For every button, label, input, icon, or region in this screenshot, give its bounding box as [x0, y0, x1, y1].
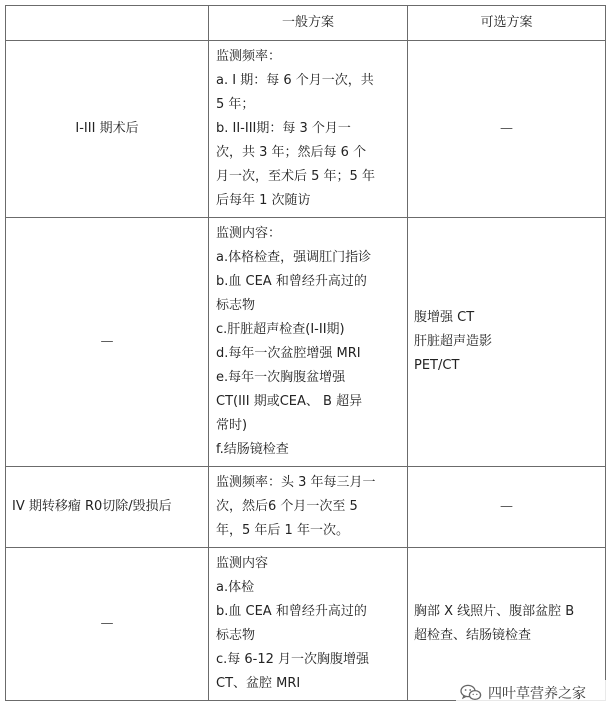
optional-line: 肝脏超声造影: [414, 334, 493, 349]
table-row: [6, 548, 606, 701]
table-header-row: [6, 6, 606, 41]
general-plan-cell: [209, 218, 408, 467]
table-row: [6, 467, 606, 548]
watermark-text: 四叶草营养之家: [488, 686, 586, 702]
plan-line: 标志物: [216, 628, 256, 643]
plan-line: 次，然后6 个月一次至 5: [216, 499, 358, 514]
plan-line: 监测频率：: [216, 49, 282, 64]
plan-line: d.每年一次盆腔增强 MRI: [216, 346, 361, 361]
stage-cell: [6, 218, 209, 467]
plan-line: 年，5 年后 1 年一次。: [216, 523, 349, 538]
stage-cell: [6, 548, 209, 701]
plan-line: c.每 6-12 月一次胸腹增强: [216, 652, 370, 667]
wechat-icon: [460, 684, 482, 702]
watermark: [456, 680, 610, 706]
optional-plan-cell: [408, 218, 606, 467]
plan-line: b. II-III期：每 3 个月一: [216, 121, 351, 136]
optional-line: 超检查、结肠镜检查: [414, 628, 532, 643]
optional-line: 胸部 X 线照片、腹部盆腔 B: [414, 604, 575, 619]
plan-line: 后每年 1 次随访: [216, 193, 311, 208]
general-plan-cell: [209, 467, 408, 548]
stage-cell: I-III 期术后: [6, 41, 209, 218]
plan-line: f.结肠镜检查: [216, 442, 289, 457]
plan-line: 5 年；: [216, 97, 255, 112]
optional-plan-cell: [408, 467, 606, 548]
optional-plan-cell: [408, 548, 606, 701]
plan-line: 常时): [216, 418, 248, 433]
plan-line: b.血 CEA 和曾经升高过的: [216, 274, 367, 289]
empty-dash: —: [100, 616, 114, 631]
empty-dash: —: [500, 499, 513, 514]
plan-line: 监测内容：: [216, 226, 282, 241]
general-plan-cell: [209, 41, 408, 218]
plan-line: e.每年一次胸腹盆增强: [216, 370, 346, 385]
empty-dash: —: [500, 121, 513, 136]
header-stage: [6, 6, 209, 41]
plan-line: a.体检: [216, 580, 255, 595]
plan-line: c.肝脏超声检查(I-II期): [216, 322, 345, 337]
plan-line: 次，共 3 年；然后每 6 个: [216, 145, 367, 160]
plan-line: 监测内容: [216, 556, 269, 571]
optional-line: 腹增强 CT: [414, 310, 475, 325]
general-plan-cell: [209, 548, 408, 701]
surveillance-table: [5, 5, 606, 701]
plan-line: 标志物: [216, 298, 256, 313]
table-row: [6, 41, 606, 218]
header-optional-plan: 可选方案: [408, 6, 606, 41]
stage-cell: IV 期转移瘤 R0切除/毁损后: [6, 467, 209, 548]
plan-line: CT(III 期或CEA、 B 超异: [216, 394, 363, 409]
empty-dash: —: [100, 334, 114, 349]
plan-line: a.体格检查，强调肛门指诊: [216, 250, 372, 265]
plan-line: a. I 期：每 6 个月一次，共: [216, 73, 374, 88]
plan-line: CT、盆腔 MRI: [216, 676, 301, 691]
optional-line: PET/CT: [414, 358, 460, 373]
header-general-plan: 一般方案: [209, 6, 408, 41]
plan-line: 监测频率：头 3 年每三月一: [216, 475, 376, 490]
table-row: [6, 218, 606, 467]
plan-line: b.血 CEA 和曾经升高过的: [216, 604, 367, 619]
optional-plan-cell: [408, 41, 606, 218]
plan-line: 月一次，至术后 5 年；5 年: [216, 169, 375, 184]
